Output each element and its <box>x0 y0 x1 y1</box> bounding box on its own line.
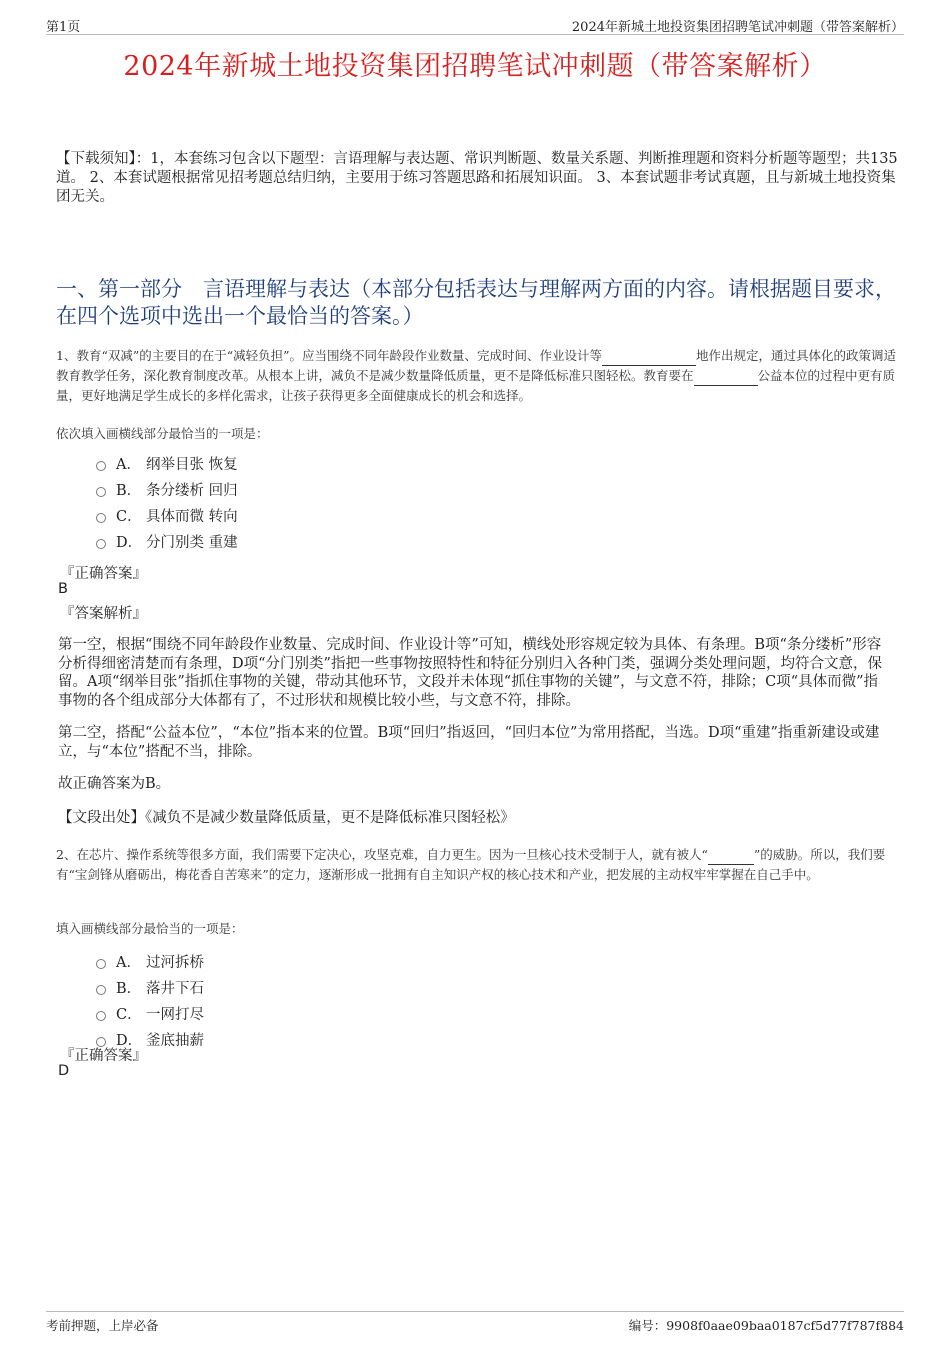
header-doc-title: 2024年新城土地投资集团招聘笔试冲刺题（带答案解析） <box>571 20 904 35</box>
option-d[interactable]: D． 釜底抽薪 <box>96 1028 204 1054</box>
option-c[interactable]: C． 具体而微 转向 <box>96 504 238 530</box>
analysis-paragraph-2: 第二空，搭配“公益本位”，“本位”指本来的位置。B项“回归”指返回，“回归本位”为常用搭配，当选。D项“重建”指重新建设或建立，与“本位”搭配不当，排除。 <box>58 725 880 760</box>
correct-answer-label: 『正确答案』 <box>60 566 147 582</box>
section-title: 一、第一部分 言语理解与表达（本部分包括表达与理解两方面的内容。请根据题目要求，在四个选项中选出一个最恰当的答案。） <box>56 277 896 328</box>
option-a[interactable]: A． 纲举目张 恢复 <box>96 452 238 478</box>
radio-icon[interactable] <box>96 959 106 969</box>
download-notice: 【下载须知】：1，本套练习包含以下题型：言语理解与表达题、常识判断题、数量关系题、判断推理题和资料分析题等题型；共135道。 2、本套试题根据常见招考题总结归纳，主要用于练习答题思路和拓展知识面。 3、本套试题非考试真题，且与新城土地投资集团无关。 <box>56 151 898 205</box>
correct-answer-label: 『正确答案』 <box>60 1048 147 1064</box>
radio-icon[interactable] <box>96 539 106 549</box>
analysis-label: 『答案解析』 <box>60 606 147 622</box>
analysis-conclusion: 故正确答案为B。 <box>58 776 171 792</box>
radio-icon[interactable] <box>96 461 106 471</box>
option-b[interactable]: B． 条分缕析 回归 <box>96 478 238 504</box>
radio-icon[interactable] <box>96 1011 106 1021</box>
page-number: 第1页 <box>46 20 81 35</box>
radio-icon[interactable] <box>96 985 106 995</box>
correct-answer: D <box>58 1063 70 1079</box>
option-d[interactable]: D． 分门别类 重建 <box>96 530 238 556</box>
page-footer <box>46 1311 904 1333</box>
question-2-stem: 2、在芯片、操作系统等很多方面，我们需要下定决心，攻坚克难，自力更生。因为一旦核心技术受制于人，就有被人“ ”的威胁。所以，我们要有“宝剑锋从磨砺出，梅花香自苦寒来”的定力，逐渐形成一批拥有自主知识产权的核心技术和产业，把发展的主动权牢牢掌握在自己手中。 <box>56 847 886 882</box>
question-1-prompt: 依次填入画横线部分最恰当的一项是： <box>56 426 269 441</box>
option-b[interactable]: B． 落井下石 <box>96 976 204 1002</box>
correct-answer: B <box>58 581 68 597</box>
option-c[interactable]: C． 一网打尽 <box>96 1002 204 1028</box>
blank-2 <box>694 366 758 386</box>
analysis-paragraph-1: 第一空，根据“围绕不同年龄段作业数量、完成时间、作业设计等”可知，横线处形容规定较为具体、有条理。B项“条分缕析”形容分析得细密清楚而有条理，D项“分门别类”指把一些事物按照特性和特征分别归入各种门类，强调分类处理问题，均符合文意，保留。A项“纲举目张”指抓住事物的关键，带动其他环节，文段并未体现“抓住事物的关键”，与文意不符，排除；C项“具体而微”指事物的各个组成部分大体都有了，不过形状和规模比较小些，与文意不符，排除。 <box>58 637 882 709</box>
question-2-options <box>96 950 204 1054</box>
source-citation: 【文段出处】《减负不是减少数量降低质量，更不是降低标准只图轻松》 <box>58 810 515 826</box>
document-title: 2024年新城土地投资集团招聘笔试冲刺题（带答案解析） <box>123 51 827 82</box>
page-header <box>46 14 904 35</box>
footer-slogan: 考前押题，上岸必备 <box>46 1318 159 1333</box>
blank-1 <box>602 346 696 366</box>
radio-icon[interactable] <box>96 513 106 523</box>
question-1-options <box>96 452 238 556</box>
question-1-stem: 1、教育“双减”的主要目的在于“减轻负担”。应当围绕不同年龄段作业数量、完成时间、作业设计等 地作出规定，通过具体化的政策调适教育教学任务，深化教育制度改革。从根本上讲，减负不是减少数量降低质量，更不是降低标准只图轻松。教育要在 公益本位的过程中更有质量，更好地满足学生成长的多样化需求，让孩子获得更多全面健康成长的机会和选择。 <box>56 348 897 403</box>
option-a[interactable]: A． 过河拆桥 <box>96 950 204 976</box>
footer-serial: 编号：9908f0aae09baa0187cf5d77f787f884 <box>628 1318 904 1333</box>
question-2-prompt: 填入画横线部分最恰当的一项是： <box>56 921 244 936</box>
blank-3 <box>708 845 754 865</box>
radio-icon[interactable] <box>96 487 106 497</box>
